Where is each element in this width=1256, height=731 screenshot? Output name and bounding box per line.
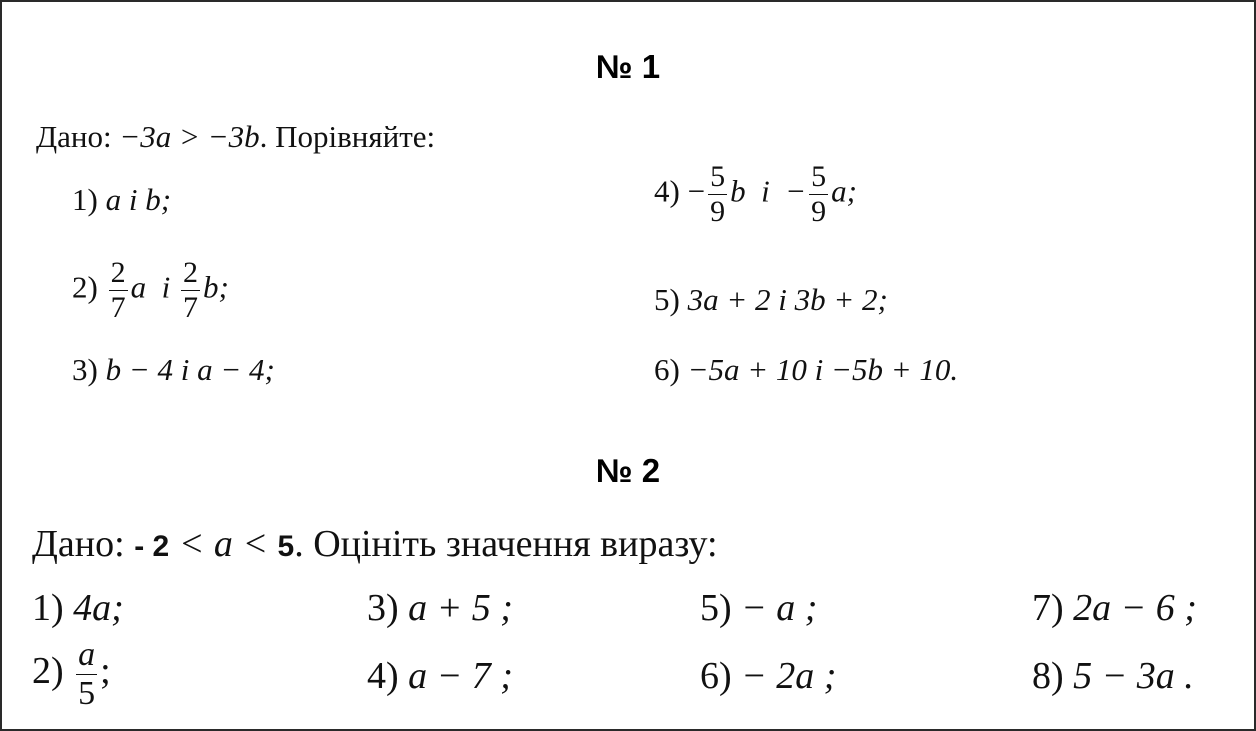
item-number: 1) (72, 182, 98, 217)
given-label: Дано: (36, 119, 112, 154)
item-number: 3) (367, 587, 399, 629)
denominator: 5 (78, 675, 96, 712)
item-tail: b; (202, 269, 229, 305)
item-number: 7) (1032, 587, 1064, 629)
denominator: 7 (110, 291, 126, 324)
problem-2-heading: № 2 (595, 452, 661, 489)
problem-2-item-5 (700, 586, 817, 630)
problem-1-given (36, 119, 435, 155)
item-expression: − a ; (741, 587, 818, 629)
task-text: . Оцініть значення виразу: (294, 523, 718, 565)
item-number: 6) (700, 655, 732, 697)
denominator: 9 (811, 195, 827, 228)
item-connector: a і (130, 269, 171, 305)
item-number: 4) (367, 655, 399, 697)
problem-2-given (32, 522, 718, 566)
numerator: a (78, 636, 96, 673)
numerator: 2 (182, 256, 198, 289)
problem-1-item-6 (654, 352, 958, 388)
problem-2-item-2 (32, 638, 111, 711)
problem-2-item-8 (1032, 654, 1194, 698)
problem-1-item-4 (654, 162, 857, 227)
item-expression: a − 7 ; (408, 655, 513, 697)
item-expression: 4a; (73, 587, 124, 629)
item-expression: 2a − 6 ; (1073, 587, 1197, 629)
item-sign: − (687, 173, 706, 209)
problem-1-heading: № 1 (595, 48, 661, 85)
item-expression: 5 − 3a . (1073, 655, 1194, 697)
range-high: 5 (277, 530, 295, 563)
numerator: 2 (110, 256, 126, 289)
item-number: 5) (654, 282, 680, 317)
item-tail: a; (831, 173, 857, 209)
item-number: 6) (654, 352, 680, 387)
problem-1-item-3 (72, 352, 275, 388)
fraction (76, 638, 97, 711)
numerator: 5 (811, 160, 827, 193)
range-low: - 2 (134, 530, 170, 563)
denominator: 7 (182, 291, 198, 324)
item-number: 2) (72, 269, 98, 305)
problem-1-item-5 (654, 282, 888, 318)
problem-2-item-4 (367, 654, 513, 698)
given-label: Дано: (32, 523, 125, 565)
item-expression: − 2a ; (741, 655, 837, 697)
item-expression: b − 4 і a − 4; (105, 352, 275, 387)
problem-2-item-6 (700, 654, 836, 698)
item-number: 4) (654, 173, 680, 209)
given-expression: −3a > −3b (119, 119, 260, 154)
numerator: 5 (710, 160, 726, 193)
item-number: 8) (1032, 655, 1064, 697)
item-number: 2) (32, 650, 64, 693)
task-text: . Порівняйте: (259, 119, 436, 154)
problem-1-item-1 (72, 182, 171, 218)
item-number: 3) (72, 352, 98, 387)
problem-1-item-2 (72, 258, 229, 323)
fraction (109, 258, 128, 323)
problem-2-item-7 (1032, 586, 1197, 630)
item-expression: −5a + 10 і −5b + 10. (687, 352, 959, 387)
item-expression: a + 5 ; (408, 587, 513, 629)
item-number: 1) (32, 587, 64, 629)
range-middle: < a < (178, 523, 268, 565)
item-number: 5) (700, 587, 732, 629)
item-expression: 3a + 2 і 3b + 2; (687, 282, 888, 317)
fraction (181, 258, 200, 323)
denominator: 9 (710, 195, 726, 228)
problem-2-item-1 (32, 586, 124, 630)
problem-2-item-3 (367, 586, 513, 630)
item-expression: a і b; (105, 182, 172, 217)
item-tail: ; (100, 650, 111, 693)
item-connector: b і − (730, 173, 807, 209)
fraction (708, 162, 727, 227)
fraction (809, 162, 828, 227)
